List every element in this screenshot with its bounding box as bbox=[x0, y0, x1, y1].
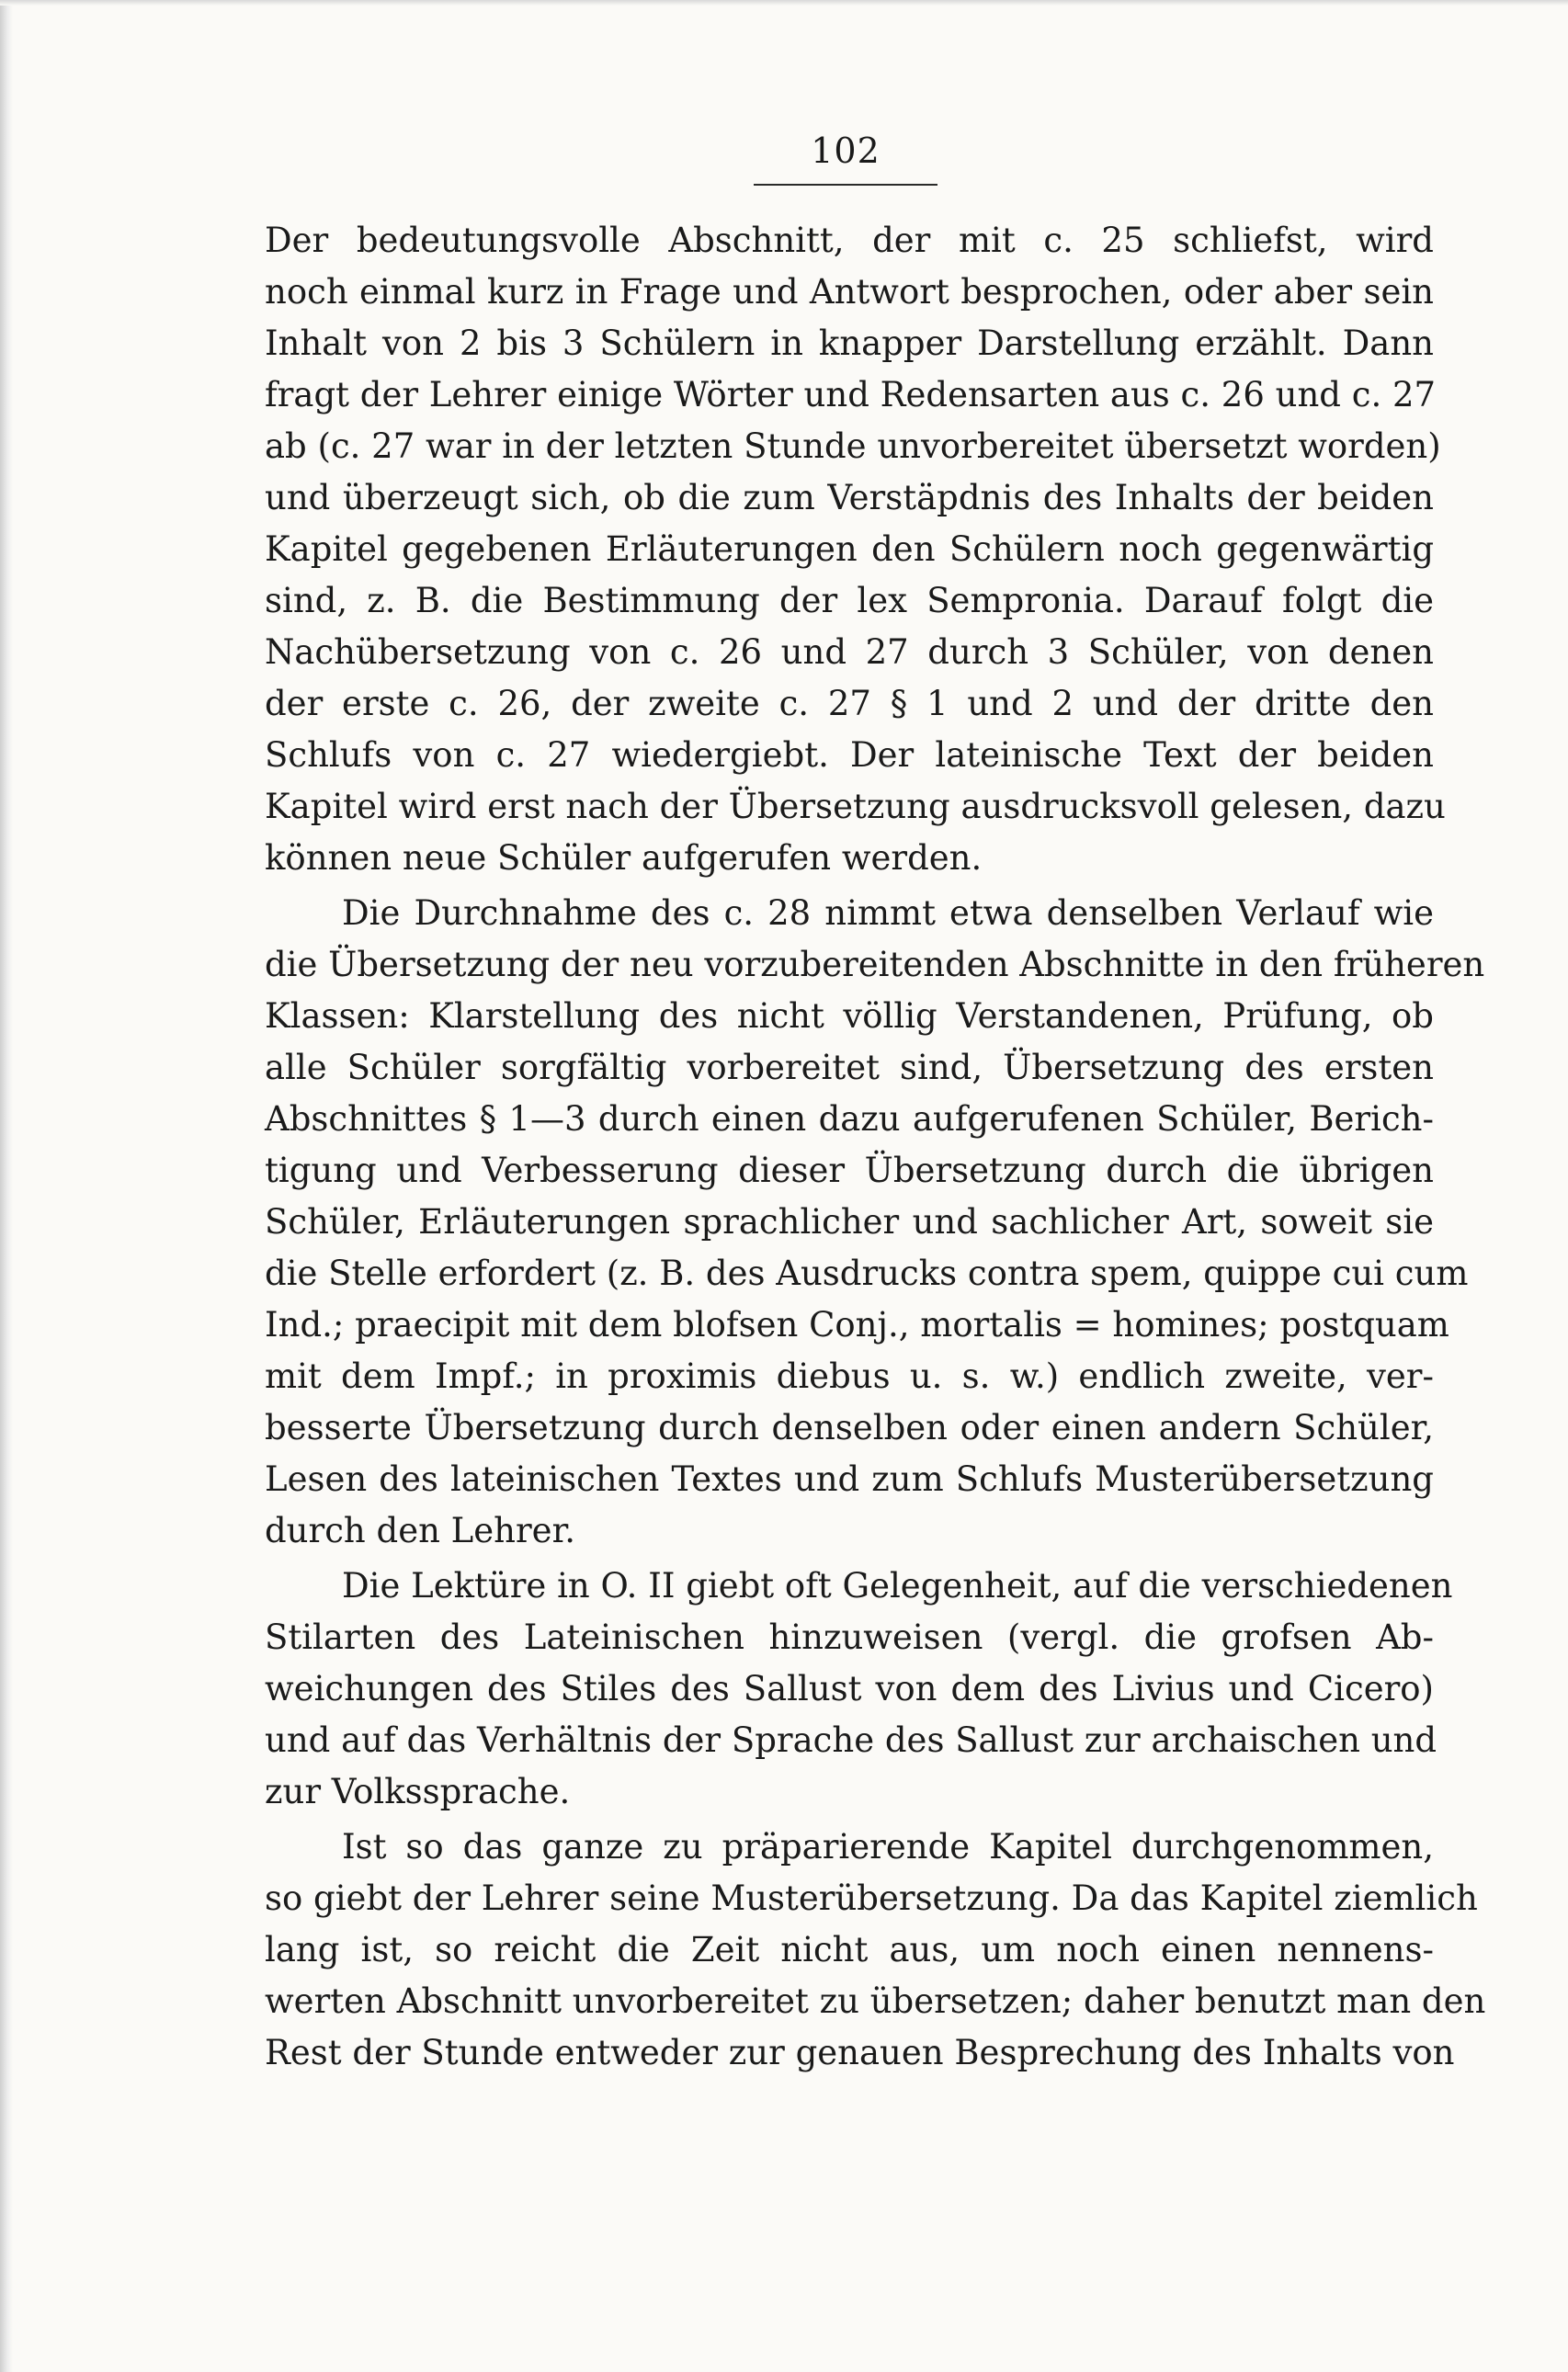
text-line: können neue Schüler aufgerufen werden. bbox=[265, 838, 983, 878]
text-line: ab (c. 27 war in der letzten Stunde unvorbereitet übersetzt worden) bbox=[265, 426, 1441, 466]
text-line: so giebt der Lehrer seine Musterübersetzung. Da das Kapitel ziemlich bbox=[265, 1878, 1478, 1918]
text-line: alle Schüler sorgfältig vorbereitet sind, Übersetzung des ersten bbox=[265, 1048, 1434, 1087]
text-line: weichungen des Stiles des Sallust von dem des Livius und Cicero) bbox=[265, 1669, 1434, 1708]
text-line: lang ist, so reicht die Zeit nicht aus, um noch einen nennens- bbox=[265, 1930, 1434, 1969]
text-line: die Stelle erfordert (z. B. des Ausdrucks contra spem, quippe cui cum bbox=[265, 1254, 1469, 1293]
text-line: fragt der Lehrer einige Wörter und Redensarten aus c. 26 und c. 27 bbox=[265, 375, 1437, 414]
text-line: Schüler, Erläuterungen sprachlicher und sachlicher Art, soweit sie bbox=[265, 1202, 1434, 1242]
text-line: besserte Übersetzung durch denselben oder einen andern Schüler, bbox=[265, 1408, 1434, 1447]
paragraph bbox=[265, 1561, 1453, 1818]
paragraph bbox=[265, 215, 1446, 884]
text-line: Abschnittes § 1—3 durch einen dazu aufgerufenen Schüler, Berich- bbox=[265, 1099, 1434, 1139]
text-line: noch einmal kurz in Frage und Antwort besprochen, oder aber sein bbox=[265, 272, 1434, 312]
text-line: Lesen des lateinischen Textes und zum Schlufs Musterübersetzung bbox=[265, 1459, 1434, 1499]
text-line: durch den Lehrer. bbox=[265, 1511, 575, 1550]
text-line: die Übersetzung der neu vorzubereitenden Abschnitte in den früheren bbox=[265, 945, 1485, 984]
text-line: Klassen: Klarstellung des nicht völlig Verstandenen, Prüfung, ob bbox=[265, 996, 1434, 1036]
text-line: Schlufs von c. 27 wiedergiebt. Der lateinische Text der beiden bbox=[265, 735, 1434, 775]
text-line: sind, z. B. die Bestimmung der lex Sempronia. Darauf folgt die bbox=[265, 581, 1434, 620]
text-line: Kapitel gegebenen Erläuterungen den Schülern noch gegenwärtig bbox=[265, 529, 1434, 569]
text-line: Inhalt von 2 bis 3 Schülern in knapper Darstellung erzählt. Dann bbox=[265, 323, 1434, 363]
body-text bbox=[265, 215, 1486, 2079]
text-line: Ist so das ganze zu präparierende Kapitel durchgenommen, bbox=[342, 1827, 1434, 1867]
text-line: Die Lektüre in O. II giebt oft Gelegenheit, auf die verschiedenen bbox=[342, 1566, 1453, 1606]
text-line: Der bedeutungsvolle Abschnitt, der mit c. 25 schliefst, wird bbox=[265, 221, 1434, 260]
page-left-edge-shadow bbox=[0, 0, 13, 2372]
text-line: und überzeugt sich, ob die zum Verstäpdnis des Inhalts der beiden bbox=[265, 478, 1434, 517]
text-line: Stilarten des Lateinischen hinzuweisen (vergl. die grofsen Ab- bbox=[265, 1617, 1434, 1657]
text-line: der erste c. 26, der zweite c. 27 § 1 und 2 und der dritte den bbox=[265, 684, 1434, 723]
text-line: Die Durchnahme des c. 28 nimmt etwa denselben Verlauf wie bbox=[342, 893, 1434, 933]
page-top-edge-shadow bbox=[0, 0, 1568, 6]
text-line: und auf das Verhältnis der Sprache des Sallust zur archaischen und bbox=[265, 1720, 1437, 1760]
paragraph bbox=[265, 1822, 1486, 2079]
text-line: Kapitel wird erst nach der Übersetzung ausdrucksvoll gelesen, dazu bbox=[265, 787, 1446, 826]
text-line: Nachübersetzung von c. 26 und 27 durch 3 Schüler, von denen bbox=[265, 632, 1434, 672]
text-line: zur Volkssprache. bbox=[265, 1772, 571, 1811]
text-line: Ind.; praecipit mit dem blofsen Conj., mortalis = homines; postquam bbox=[265, 1305, 1449, 1345]
text-line: Rest der Stunde entweder zur genauen Besprechung des Inhalts von bbox=[265, 2033, 1455, 2072]
page-number-underline bbox=[754, 184, 937, 186]
text-line: tigung und Verbesserung dieser Übersetzung durch die übrigen bbox=[265, 1151, 1434, 1190]
text-line: werten Abschnitt unvorbereitet zu übersetzen; daher benutzt man den bbox=[265, 1981, 1486, 2021]
text-line: mit dem Impf.; in proximis diebus u. s. w.) endlich zweite, ver- bbox=[265, 1356, 1434, 1396]
page-number: 102 bbox=[811, 131, 881, 171]
paragraph bbox=[265, 888, 1485, 1557]
